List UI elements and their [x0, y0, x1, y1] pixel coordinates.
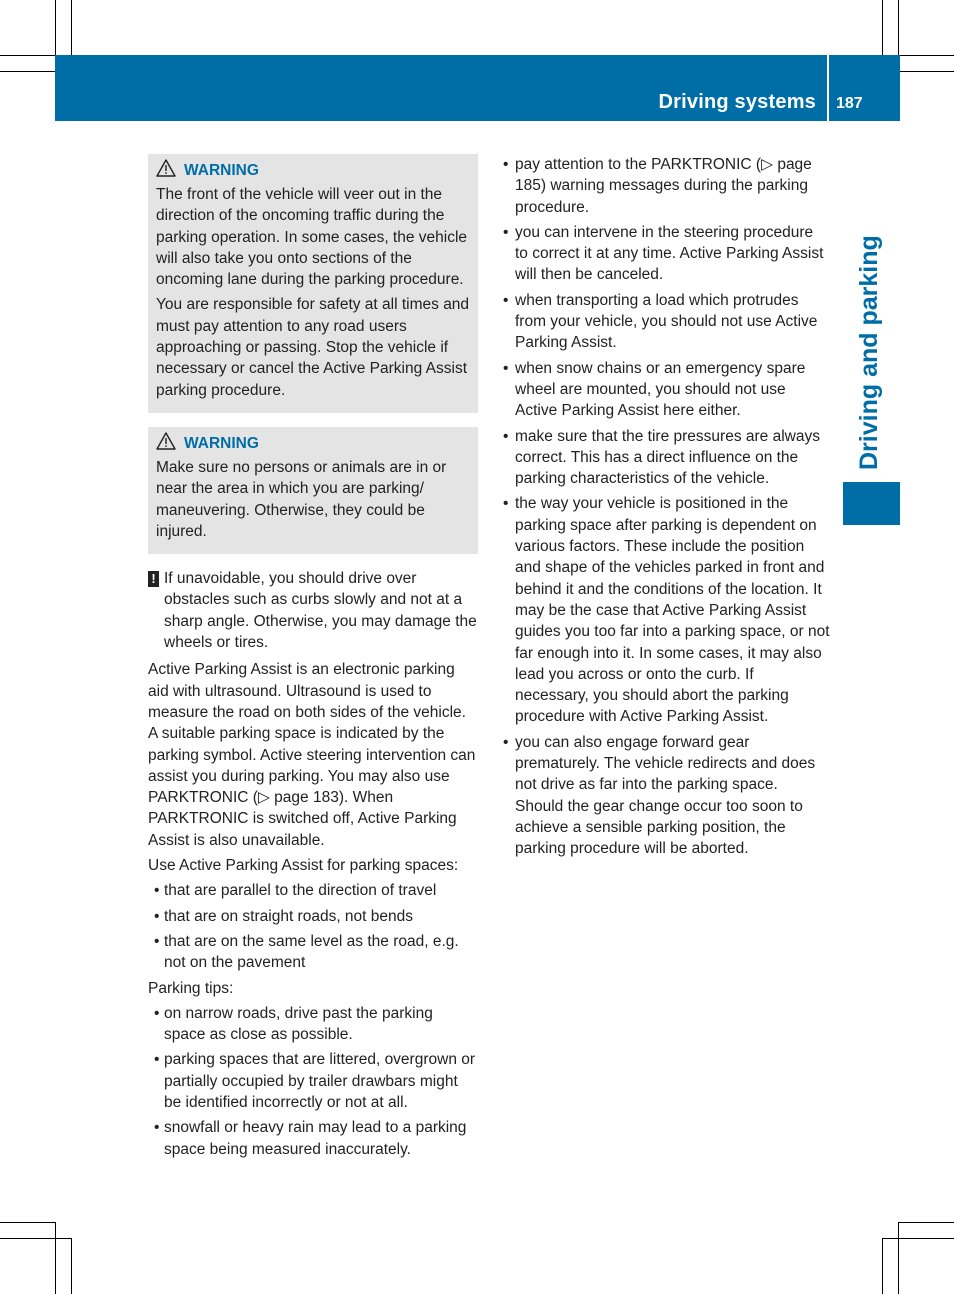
crop-mark	[882, 1238, 954, 1239]
right-column	[503, 154, 830, 864]
list-item	[503, 290, 830, 354]
bullet-icon: •	[503, 359, 509, 377]
crop-mark	[0, 71, 55, 72]
chapter-tab-label: Driving and parking	[855, 235, 883, 470]
crop-mark	[55, 1222, 56, 1294]
header-divider	[827, 55, 829, 121]
intro-paragraph: Active Parking Assist is an electronic parking aid with ultrasound. Ultrasound is used to measure the road on both sides of the vehicle. A suitable parking space is indicated by the parking symbol. Active steering intervention can assist you during parking. You may also use PARKTRONIC (▷ page 183). When PARKTRONIC is switched off, Active Parking Assist is also unavailable.	[148, 661, 476, 849]
warning-title: WARNING	[184, 162, 259, 180]
crop-mark	[900, 71, 954, 72]
bullet-icon: •	[154, 882, 160, 900]
crop-mark	[898, 1222, 954, 1223]
list-item-text: snowfall or heavy rain may lead to a parking space being measured inaccurately.	[164, 1119, 467, 1158]
list-item-text: that are on the same level as the road, e.g. not on the pavement	[164, 932, 459, 972]
list-item-text: you can intervene in the steering procedure to correct it at any time. Active Parking Assist will then be canceled.	[515, 223, 824, 284]
warning-triangle-icon	[156, 159, 176, 183]
list-item-text: make sure that the tire pressures are always correct. This has a direct influence on the parking characteristics of the vehicle.	[515, 427, 820, 488]
bullet-icon: •	[154, 932, 160, 950]
section-title: Driving systems	[658, 91, 816, 113]
list-item	[148, 931, 478, 974]
list-item-text: you can also engage forward gear prematurely. The vehicle redirects and does not drive as far into the parking space. Should the gear change occur too soon to achieve a sensible parking position, the parking procedure will be aborted.	[515, 733, 816, 858]
chapter-tab-marker	[843, 482, 900, 525]
list-item-text: when snow chains or an emergency spare wheel are mounted, you should not use Active Parking Assist here either.	[515, 359, 806, 420]
crop-mark	[898, 0, 899, 55]
bullet-icon: •	[154, 1051, 160, 1069]
list-item	[503, 222, 830, 286]
warning-text: You are responsible for safety at all times and must pay attention to any road users approaching or passing. Stop the vehicle if necessary or cancel the Active Parking Assist parking procedure.	[156, 296, 470, 399]
list-item	[503, 493, 830, 727]
list-item-text: pay attention to the PARKTRONIC (▷ page 185) warning messages during the parking procedure.	[515, 156, 812, 216]
list-item	[148, 906, 478, 927]
crop-mark	[0, 55, 55, 56]
bullet-icon: •	[503, 291, 509, 309]
warning-title: WARNING	[184, 435, 259, 453]
crop-mark	[71, 0, 72, 55]
bullet-icon: •	[154, 1119, 160, 1137]
list-item	[503, 358, 830, 422]
bullet-icon: •	[154, 907, 160, 925]
list-item-text: parking spaces that are littered, overgrown or partially occupied by trailer drawbars might be identified incorrectly or not at all.	[164, 1051, 476, 1111]
crop-mark	[882, 1238, 883, 1294]
list-item	[503, 426, 830, 490]
list-item	[148, 1117, 478, 1160]
list-item	[148, 1003, 478, 1046]
list-item-text: the way your vehicle is positioned in the parking space after parking is dependent on various factors. These include the position and shape of the vehicles parked in front and behind it and the conditions of the location. It may be the case that Active Parking Assist guides you too far into a parking space, or not far enough into it. In some cases, it may also lead you across or onto the curb. If necessary, you should abort the parking procedure with Active Parking Assist.	[515, 495, 830, 726]
crop-mark	[0, 1238, 71, 1239]
crop-mark	[898, 1222, 899, 1294]
tips-list-continued	[503, 154, 830, 860]
exclamation-icon: !	[148, 571, 159, 587]
use-list	[148, 880, 478, 973]
list-item	[148, 880, 478, 901]
bullet-icon: •	[503, 733, 509, 751]
list-item	[503, 732, 830, 860]
crop-mark	[900, 55, 954, 56]
list-item	[148, 1049, 478, 1113]
warning-text: Make sure no persons or animals are in or near the area in which you are parking/ maneuvering. Otherwise, they could be injured.	[156, 458, 447, 540]
tips-list	[148, 1003, 478, 1160]
crop-mark	[71, 1238, 72, 1294]
use-heading: Use Active Parking Assist for parking spaces:	[148, 857, 459, 875]
notice-text: If unavoidable, you should drive over obstacles such as curbs slowly and not at a sharp angle. Otherwise, you may damage the wheels or tires.	[164, 570, 477, 652]
warning-header	[156, 431, 470, 457]
warning-triangle-icon	[156, 432, 176, 456]
page-number: 187	[836, 95, 863, 112]
list-item-text: when transporting a load which protrudes from your vehicle, you should not use Active Parking Assist.	[515, 291, 818, 352]
warning-header	[156, 158, 470, 184]
bullet-icon: •	[503, 156, 509, 173]
crop-mark	[55, 0, 56, 55]
warning-box	[148, 154, 478, 413]
list-item	[503, 154, 830, 218]
list-item-text: that are parallel to the direction of travel	[164, 882, 437, 900]
crop-mark	[0, 1222, 55, 1223]
tips-heading: Parking tips:	[148, 979, 234, 997]
list-item-text: on narrow roads, drive past the parking space as close as possible.	[164, 1004, 433, 1044]
damage-notice	[148, 568, 478, 653]
bullet-icon: •	[503, 427, 509, 445]
crop-mark	[882, 0, 883, 55]
bullet-icon: •	[503, 495, 509, 513]
warning-box	[148, 427, 478, 554]
warning-text: The front of the vehicle will veer out in the direction of the oncoming traffic during the parking operation. In some cases, the vehicle will also take you onto sections of the oncoming lane during the parking procedure.	[156, 186, 468, 289]
left-column	[148, 154, 478, 1164]
bullet-icon: •	[503, 223, 509, 241]
bullet-icon: •	[154, 1004, 160, 1022]
list-item-text: that are on straight roads, not bends	[164, 907, 414, 925]
